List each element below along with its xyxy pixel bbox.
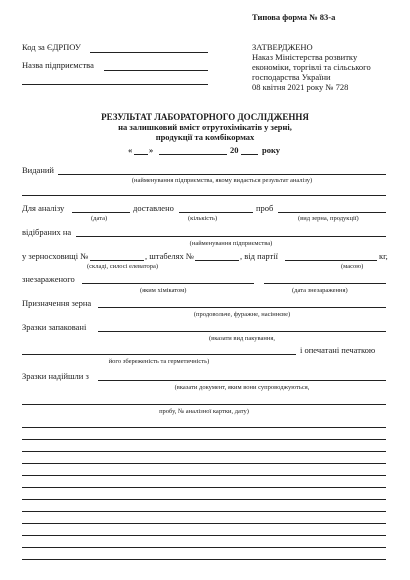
disinfection-date-hint: (дата знезараження): [292, 287, 348, 294]
storage-integrity-hint: його збереженість та герметичність): [108, 358, 210, 365]
analysis-date-field[interactable]: [72, 212, 130, 213]
chemical-hint: (яким хімікатом): [140, 287, 187, 294]
stacks-label: , штабелях №: [145, 251, 195, 261]
mass-hint: (масою): [341, 263, 364, 270]
quantity-hint: (кількість): [188, 215, 218, 222]
month-field[interactable]: [159, 154, 227, 155]
blank-line[interactable]: [22, 463, 386, 464]
selected-label: відібраних на: [22, 227, 72, 237]
purpose-label: Призначення зерна: [22, 298, 92, 308]
approval-line-5: 08 квітня 2021 року № 728: [252, 82, 349, 92]
blank-line[interactable]: [22, 499, 386, 500]
selected-enterprise-field[interactable]: [76, 236, 386, 237]
blank-line[interactable]: [22, 535, 386, 536]
document-subtitle-2: продукції та комбікормах: [155, 132, 255, 142]
delivered-label: доставлено: [133, 203, 174, 213]
form-number: Типова форма № 83-а: [252, 12, 336, 22]
kg-label: кг,: [379, 251, 388, 261]
purpose-field[interactable]: [98, 307, 386, 308]
seal-field[interactable]: [22, 354, 296, 355]
document-title: РЕЗУЛЬТАТ ЛАБОРАТОРНОГО ДОСЛІДЖЕННЯ: [101, 112, 309, 122]
approval-line-3: економіки, торгівлі та сільського: [252, 62, 371, 72]
company-field[interactable]: [104, 70, 208, 71]
blank-line[interactable]: [22, 511, 386, 512]
day-field[interactable]: [134, 154, 148, 155]
arrived-label: Зразки надійшли з: [22, 371, 89, 381]
storage-label: у зерносховищі №: [22, 251, 89, 261]
storage-number-field[interactable]: [90, 260, 144, 261]
sealed-label: і опечатані печаткою: [300, 345, 376, 355]
blank-line[interactable]: [22, 475, 386, 476]
arrived-from-field[interactable]: [98, 380, 386, 381]
infected-label: знезараженого: [22, 274, 75, 284]
approval-line-2: Наказ Міністерства розвитку: [252, 52, 358, 62]
blank-line[interactable]: [22, 559, 386, 560]
packaging-hint: (вказати вид пакування,: [208, 335, 275, 342]
blank-line[interactable]: [22, 451, 386, 452]
company-field-2[interactable]: [22, 84, 208, 85]
stacks-number-field[interactable]: [195, 260, 239, 261]
blank-line[interactable]: [22, 547, 386, 548]
document-hint: (вказати документ, яким вони супроводжуються,: [174, 384, 310, 391]
purpose-hint: (продовольче, фуражне, насіннєве): [193, 311, 291, 318]
chemical-field[interactable]: [82, 283, 254, 284]
enterprise-hint: (найменування підприємства): [189, 240, 273, 247]
analysis-label: Для аналізу: [22, 203, 65, 213]
grain-type-field[interactable]: [278, 212, 386, 213]
quantity-field[interactable]: [179, 212, 253, 213]
edrpou-label: Код за ЄДРПОУ: [22, 42, 81, 52]
packaging-field[interactable]: [98, 331, 386, 332]
year-suffix: року: [262, 145, 281, 155]
blank-line[interactable]: [22, 487, 386, 488]
document-subtitle-1: на залишковий вміст отрутохімікатів у зерні,: [118, 122, 292, 132]
issued-hint: (найменування підприємства, якому видається результат аналізу): [131, 177, 313, 184]
disinfection-date-field[interactable]: [264, 283, 386, 284]
arrived-field-2[interactable]: [22, 404, 386, 405]
sample-label: проб: [256, 203, 274, 213]
approval-line-4: господарства України: [252, 72, 331, 82]
year-field[interactable]: [241, 154, 258, 155]
packed-label: Зразки запаковані: [22, 322, 87, 332]
date-hint: (дата): [91, 215, 108, 222]
issued-field[interactable]: [58, 174, 386, 175]
batch-mass-field[interactable]: [285, 260, 377, 261]
approval-line-1: ЗАТВЕРДЖЕНО: [252, 42, 313, 52]
date-close-quote: »: [149, 145, 154, 155]
date-open-quote: «: [128, 145, 133, 155]
blank-line[interactable]: [22, 523, 386, 524]
grain-type-hint: (вид зерна, продукції): [298, 215, 359, 222]
issued-label: Виданий: [22, 165, 54, 175]
company-label: Назва підприємства: [22, 60, 94, 70]
blank-line[interactable]: [22, 427, 386, 428]
card-hint: пробу, № аналізної картки, дату): [159, 408, 249, 415]
issued-field-2[interactable]: [22, 195, 386, 196]
batch-label: , від партії: [240, 251, 278, 261]
blank-line[interactable]: [22, 439, 386, 440]
storage-hint: (складі, силосі елеватора): [87, 263, 159, 270]
edrpou-field[interactable]: [90, 52, 208, 53]
year-prefix: 20: [230, 145, 239, 155]
